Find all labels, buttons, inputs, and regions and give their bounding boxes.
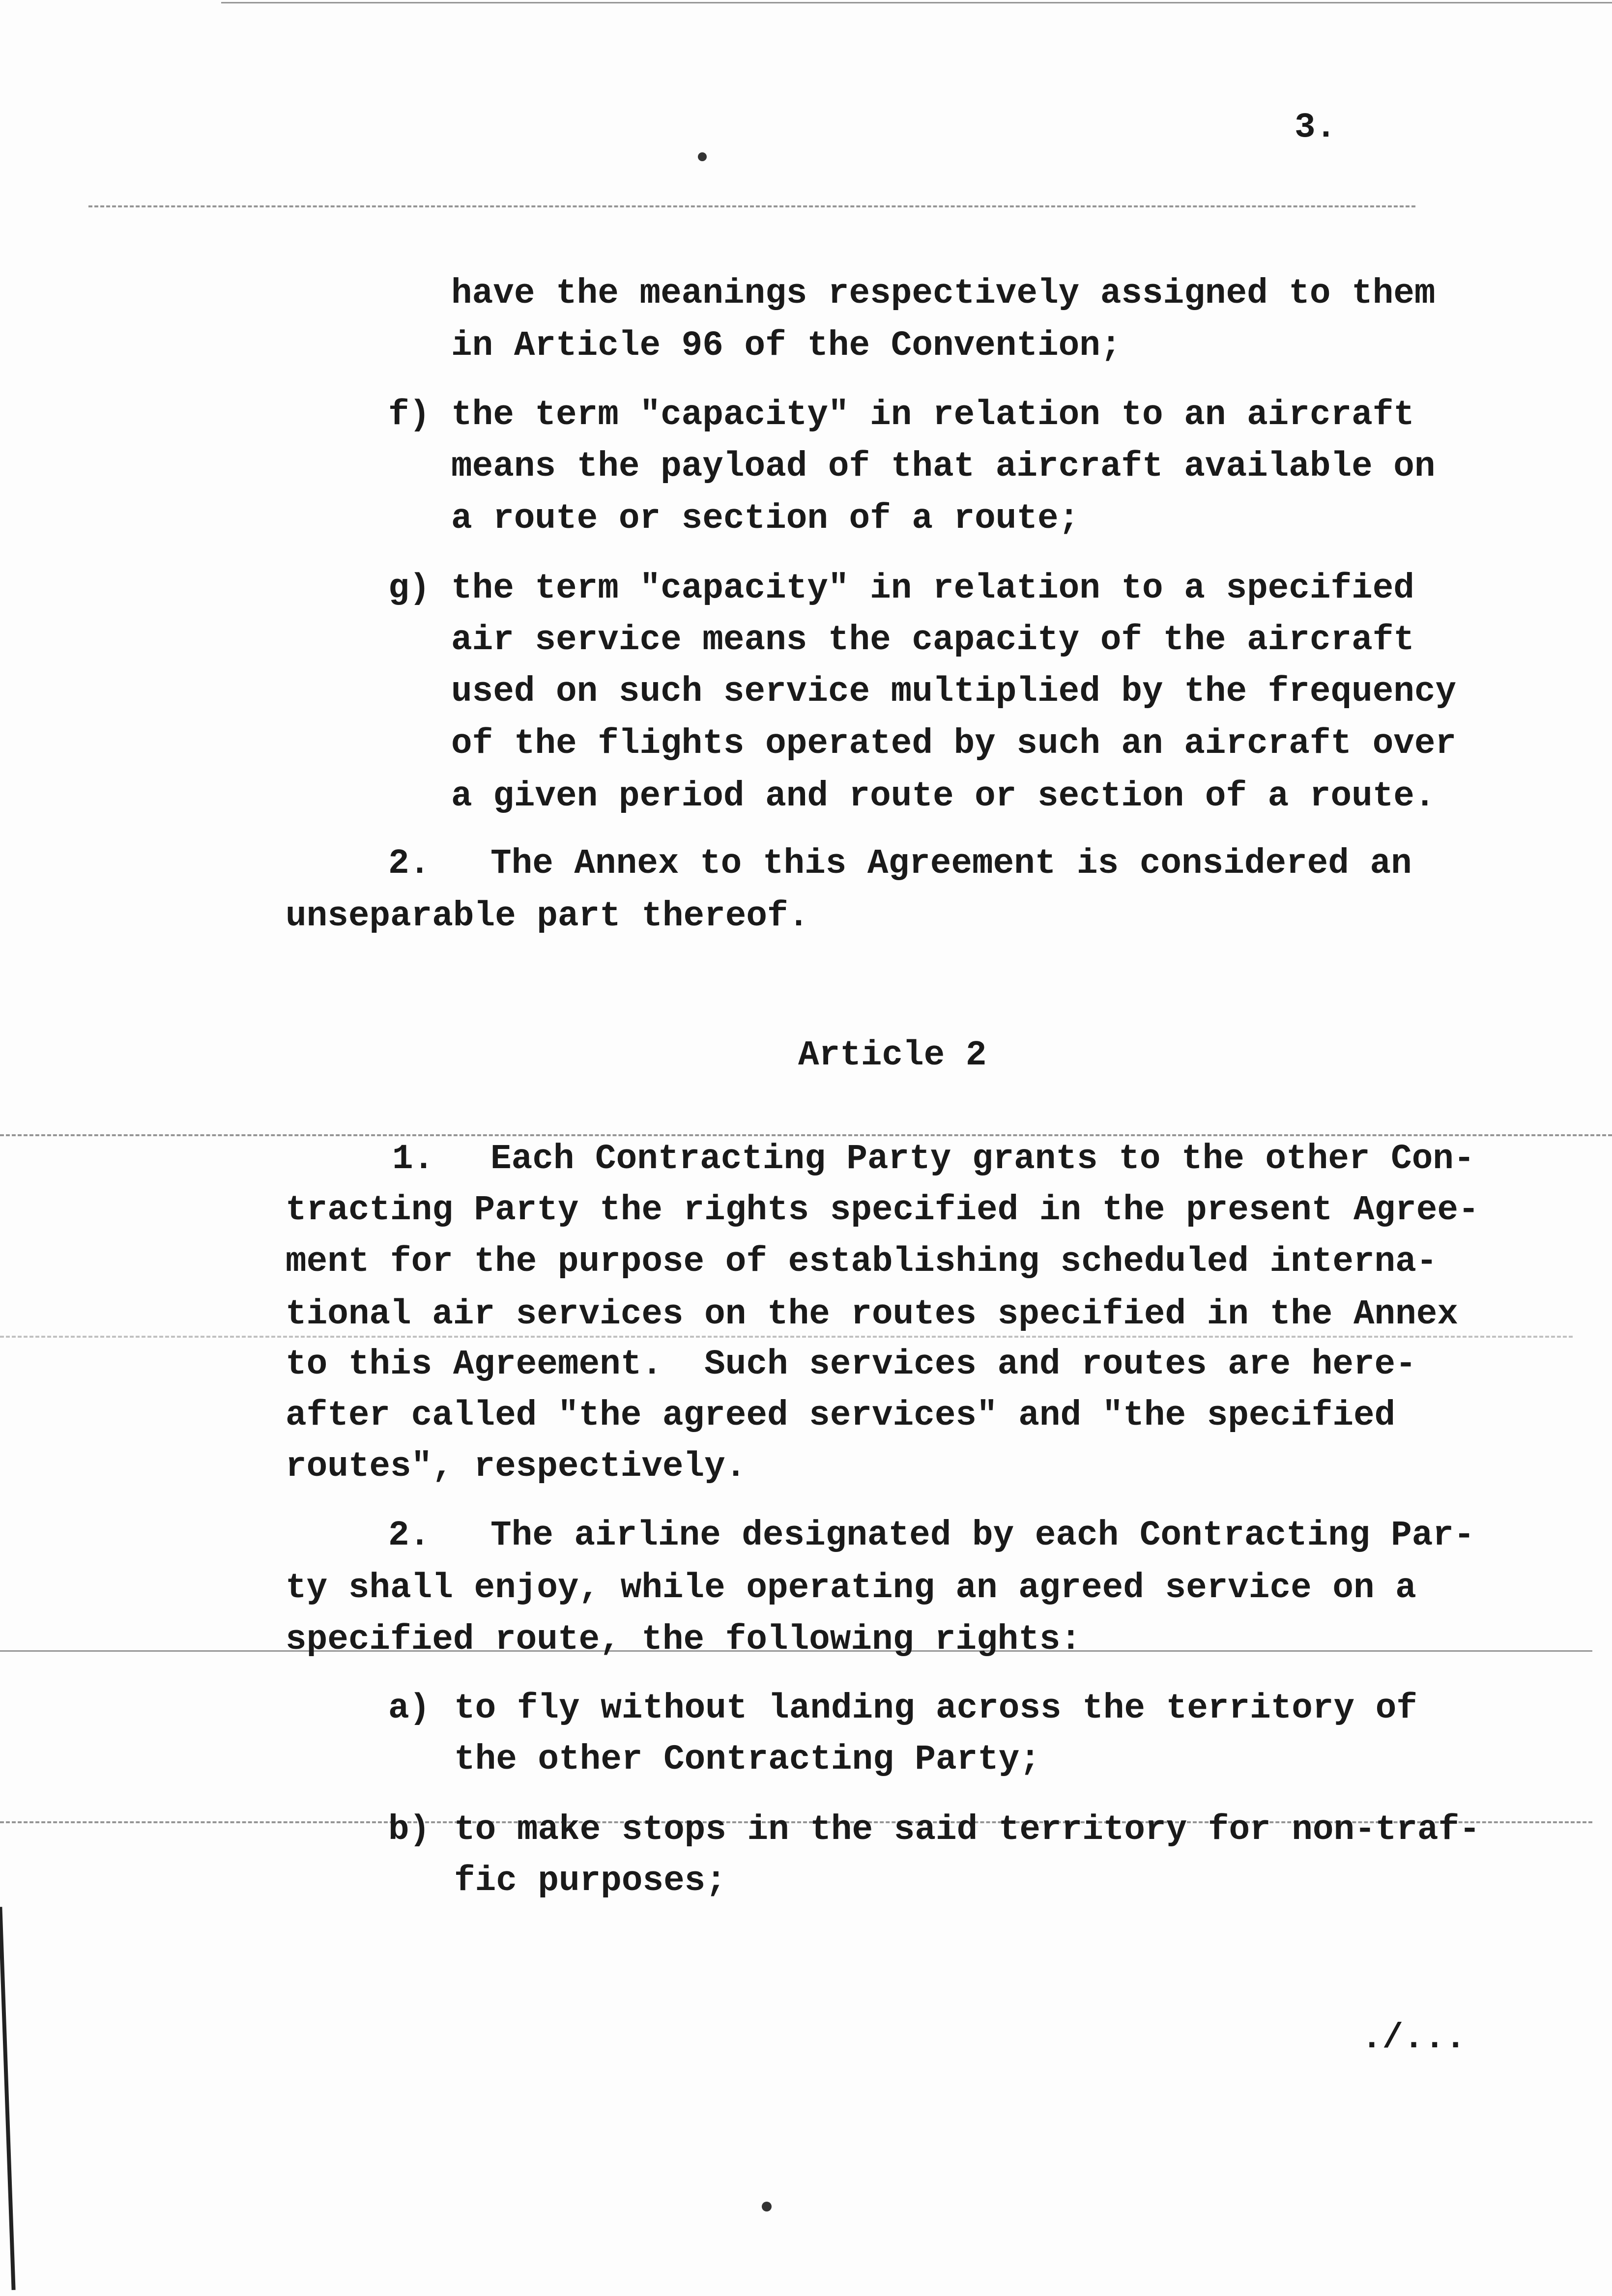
ink-speck (762, 2202, 772, 2211)
text-line: routes", respectively. (286, 1447, 747, 1487)
item-label: f) (388, 396, 431, 435)
text-line: Each Contracting Party grants to the other Con- (490, 1140, 1475, 1179)
scan-edge-line (221, 2, 1612, 3)
text-line: have the meanings respectively assigned to them (451, 274, 1436, 314)
margin-mark (0, 1907, 16, 2290)
text-line: The Annex to this Agreement is considered an (490, 844, 1412, 884)
item-label: a) (388, 1689, 431, 1728)
text-line: ment for the purpose of establishing scheduled interna- (286, 1242, 1438, 1282)
text-line: to make stops in the said territory for non-traf- (454, 1810, 1480, 1850)
text-line: tional air services on the routes specified in the Annex (286, 1295, 1458, 1334)
ink-speck (698, 152, 707, 161)
article-heading: Article 2 (798, 1036, 987, 1075)
text-line: specified route, the following rights: (286, 1620, 1082, 1660)
text-line: of the flights operated by such an aircraft over (451, 724, 1457, 764)
text-line: unseparable part thereof. (286, 897, 809, 936)
page-number: 3. (1295, 108, 1337, 147)
text-line: The airline designated by each Contracting Par- (490, 1516, 1475, 1555)
text-line: to fly without landing across the territory of (454, 1689, 1417, 1728)
text-line: air service means the capacity of the aircraft (451, 621, 1414, 660)
text-line: tracting Party the rights specified in the present Agree- (286, 1191, 1479, 1230)
text-line: a given period and route or section of a route. (451, 777, 1436, 816)
item-label: g) (388, 569, 431, 608)
text-line: ty shall enjoy, while operating an agreed service on a (286, 1569, 1416, 1608)
text-line: after called "the agreed services" and "the specified (286, 1396, 1396, 1435)
text-line: the term "capacity" in relation to a specified (451, 569, 1414, 608)
scan-artifact-line (88, 205, 1415, 207)
text-line: a route or section of a route; (451, 499, 1080, 539)
text-line: to this Agreement. Such services and routes are here- (286, 1345, 1416, 1384)
text-line: in Article 96 of the Convention; (451, 326, 1122, 366)
paragraph-number: 2. (388, 844, 431, 884)
text-line: the term "capacity" in relation to an aircraft (451, 396, 1414, 435)
text-line: fic purposes; (454, 1862, 726, 1901)
text-line: means the payload of that aircraft available on (451, 447, 1436, 487)
item-label: b) (388, 1810, 431, 1850)
paragraph-number: 2. (388, 1516, 431, 1555)
text-line: the other Contracting Party; (454, 1740, 1040, 1779)
paragraph-number: 1. (392, 1140, 434, 1179)
continuation-mark: ./... (1361, 2019, 1467, 2058)
text-line: used on such service multiplied by the frequency (451, 672, 1457, 712)
